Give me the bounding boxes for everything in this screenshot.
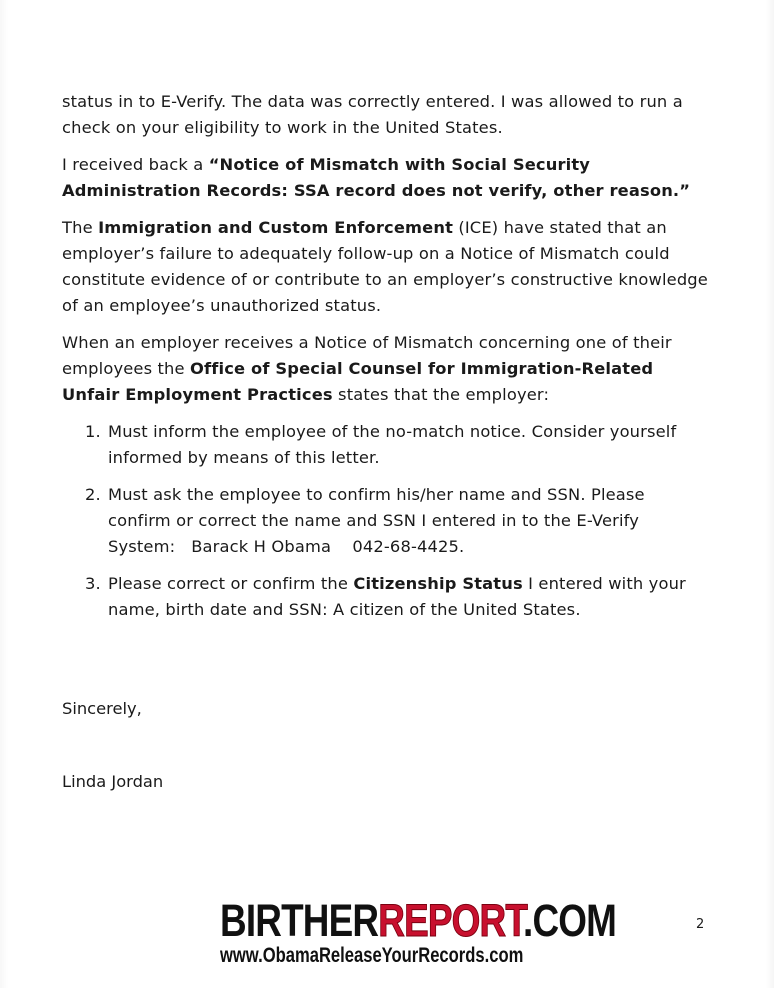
paragraph-notice [62, 152, 712, 204]
ice-name: Immigration and Custom Enforcement [98, 218, 454, 237]
closing: Sincerely, [62, 699, 142, 718]
list-item: 3. Please correct or confirm the Citizenship Status I entered with your name, birth date and SSN: A citizen of the United States. [62, 571, 712, 623]
list-item-line: confirm or correct the name and SSN I entered in to the E-Verify [108, 511, 640, 530]
logo-url: www.ObamaReleaseYourRecords.com [220, 944, 524, 967]
logo-title: BIRTHERREPORT.COM [220, 895, 617, 946]
citizenship-status: Citizenship Status [353, 574, 523, 593]
notice-title: “Notice of Mismatch with Social Security Administration Records: SSA record does not verify, other reason.” [62, 155, 691, 200]
osc-name: Office of Special Counsel for Immigration-Related Unfair Employment Practices [62, 359, 654, 404]
list-item-text: Must inform the employee of the no-match notice. Consider yourself informed by means of this letter. [108, 422, 677, 467]
birtherreport-logo [220, 895, 617, 973]
list-number: 2. [85, 485, 101, 504]
notice-intro: I received back a [62, 155, 209, 174]
list-item [62, 482, 712, 560]
list-item [62, 419, 712, 471]
list-number: 3. [85, 574, 101, 593]
list-number: 1. [85, 422, 101, 441]
list-item-line: Must ask the employee to confirm his/her name and SSN. Please [108, 485, 645, 504]
requirements-list [62, 419, 712, 623]
letter-body [62, 89, 712, 634]
paragraph-osc: When an employer receives a Notice of Mismatch concerning one of their employees the Office of Special Counsel for Immigration-Related Unfair Employment Practices states that the employer: [62, 333, 672, 404]
list-item-line: System: Barack H Obama 042-68-4425. [108, 537, 465, 556]
paragraph-ice: The Immigration and Custom Enforcement (ICE) have stated that an employer’s failure to adequately follow-up on a Notice of Mismatch could constitute evidence of or contribute to an employer’s constructive knowledge of an employee’s unauthorized status. [62, 218, 708, 315]
paragraph-everify: status in to E-Verify. The data was correctly entered. I was allowed to run a check on your eligibility to work in the United States. [62, 92, 683, 137]
signer-name: Linda Jordan [62, 772, 164, 791]
page-number: 2 [696, 917, 705, 932]
